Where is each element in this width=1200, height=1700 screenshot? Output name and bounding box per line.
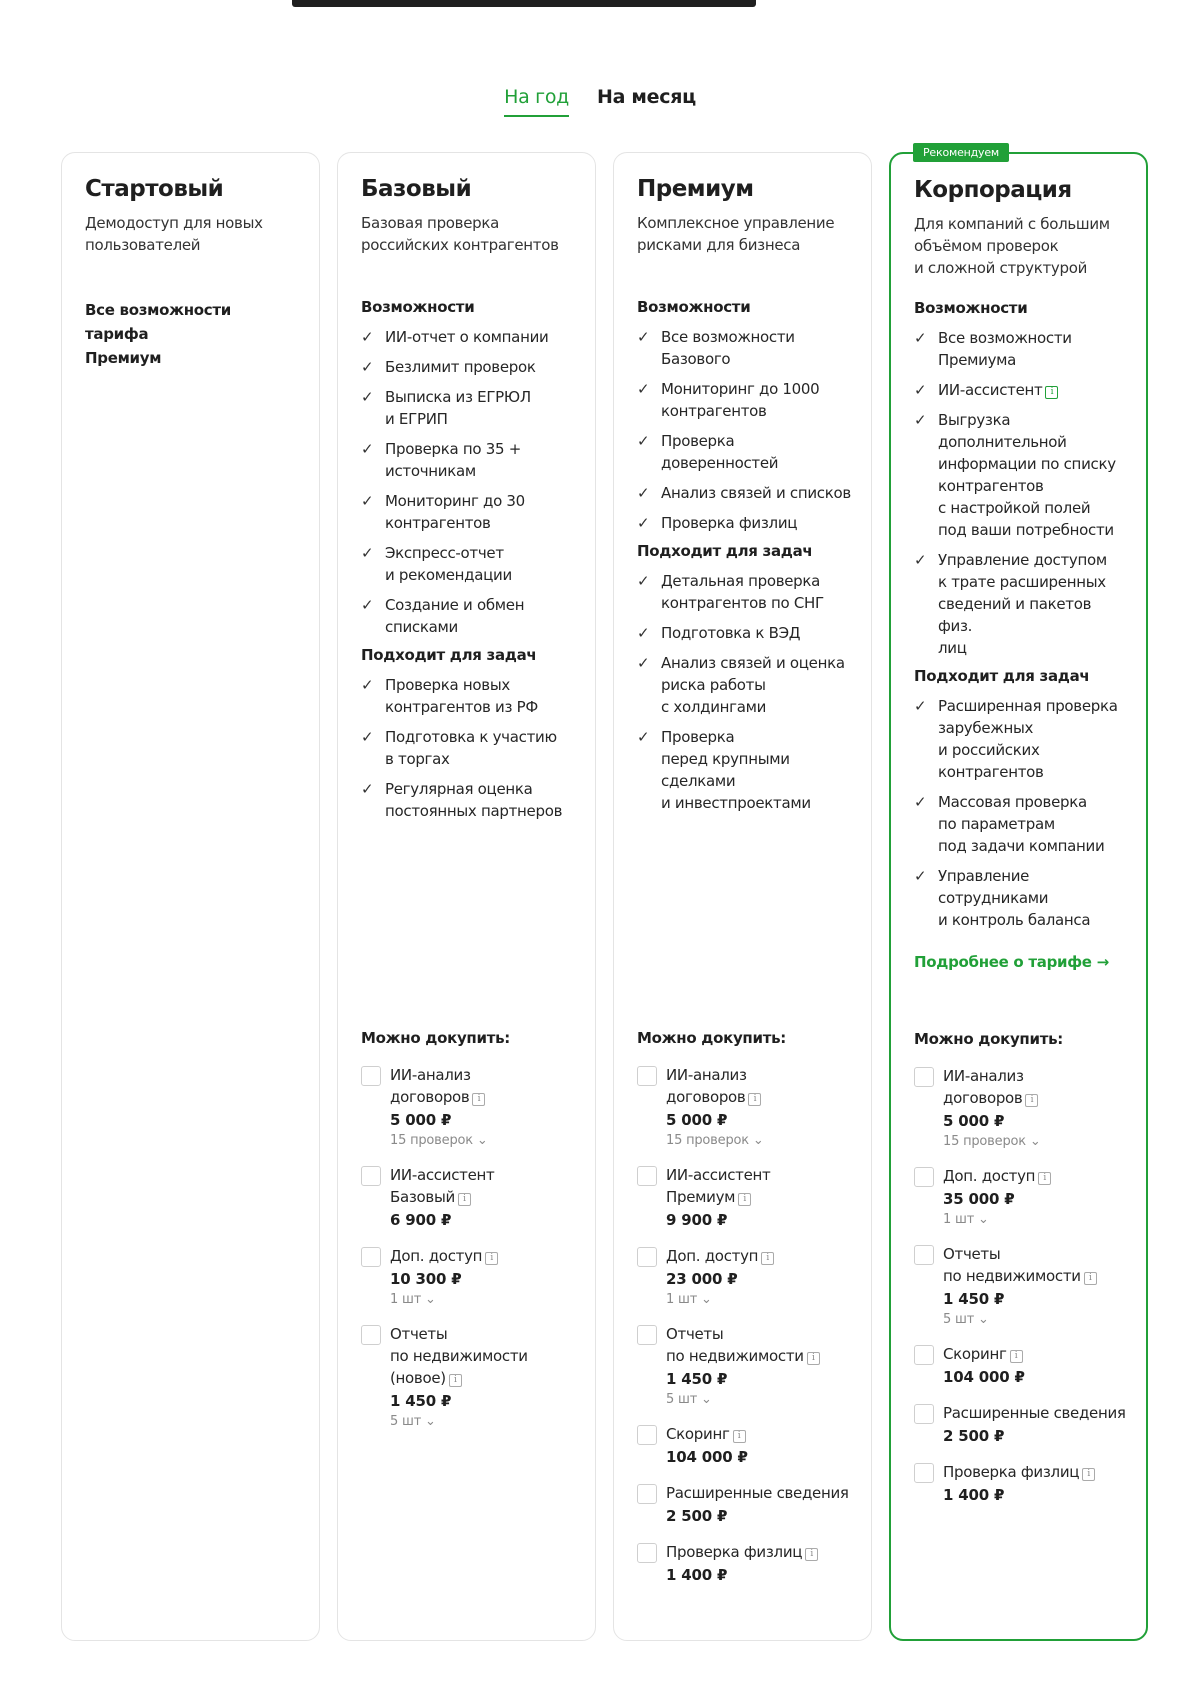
addon-item: Скоринг i 104 000 ₽ (914, 1343, 1126, 1386)
check-icon: ✓ (361, 780, 374, 798)
plan-card-corporate (889, 146, 1148, 1641)
addon-item: Отчеты по недвижимости i 1 450 ₽ 5 шт ⌄ (914, 1243, 1126, 1327)
feature-item: ✓ Проверка по 35 + источникам (361, 440, 521, 480)
info-icon[interactable]: i (1038, 1172, 1051, 1185)
info-icon[interactable]: i (805, 1548, 818, 1561)
feature-item: ✓ Все возможности Премиума (914, 329, 1072, 369)
info-icon[interactable]: i (1025, 1094, 1038, 1107)
addons-section (914, 1030, 1126, 1520)
addon-checkbox[interactable] (914, 1245, 934, 1265)
chevron-down-icon: ⌄ (1029, 1134, 1041, 1149)
features-title: Возможности (361, 298, 475, 316)
task-item: ✓ Проверка новых контрагентов из РФ (361, 676, 538, 716)
quantity-dropdown[interactable]: 15 проверок ⌄ (666, 1133, 764, 1148)
addons-title: Можно докупить: (637, 1029, 786, 1047)
addon-price: 1 450 ₽ (390, 1392, 452, 1410)
check-icon: ✓ (361, 596, 374, 614)
plan-card-basic (337, 152, 596, 1641)
addon-price: 104 000 ₽ (666, 1448, 748, 1466)
check-icon: ✓ (361, 328, 374, 346)
check-icon: ✓ (914, 793, 927, 811)
plan-title: Стартовый (85, 176, 224, 202)
check-icon: ✓ (914, 551, 927, 569)
check-icon: ✓ (637, 728, 650, 746)
addon-checkbox[interactable] (637, 1166, 657, 1186)
info-icon[interactable]: i (738, 1193, 751, 1206)
plan-details-link[interactable]: Подробнее о тарифе → (914, 953, 1109, 971)
quantity-dropdown[interactable]: 5 шт ⌄ (666, 1392, 712, 1407)
addon-price: 6 900 ₽ (390, 1211, 452, 1229)
info-icon[interactable]: i (458, 1193, 471, 1206)
check-icon: ✓ (637, 380, 650, 398)
addon-item: Расширенные сведения 2 500 ₽ (637, 1482, 851, 1525)
addons-section (361, 1029, 575, 1445)
task-item: ✓ Подготовка к ВЭД (637, 624, 801, 642)
quantity-dropdown[interactable]: 15 проверок ⌄ (943, 1134, 1041, 1149)
addon-item: ИИ-анализ договоров i 5 000 ₽ 15 проверок ⌄ (637, 1064, 851, 1148)
addon-checkbox[interactable] (914, 1067, 934, 1087)
addon-item: Доп. доступ i 10 300 ₽ 1 шт ⌄ (361, 1245, 575, 1307)
feature-item: ✓ Все возможности Базового (637, 328, 795, 368)
info-icon[interactable]: i (1084, 1272, 1097, 1285)
info-icon[interactable]: i (733, 1430, 746, 1443)
info-icon[interactable]: i (1045, 386, 1058, 399)
plan-card-premium (613, 152, 872, 1641)
chevron-down-icon: ⌄ (978, 1312, 989, 1327)
feature-item: ✓ Анализ связей и списков (637, 484, 851, 502)
addon-price: 2 500 ₽ (666, 1507, 728, 1525)
feature-item: ✓ Мониторинг до 1000 контрагентов (637, 380, 820, 420)
chevron-down-icon: ⌄ (978, 1212, 989, 1227)
check-icon: ✓ (914, 381, 927, 399)
plan-description: Базовая проверка российских контрагентов (361, 214, 559, 254)
feature-item: ✓ Выписка из ЕГРЮЛ и ЕГРИП (361, 388, 531, 428)
addon-price: 10 300 ₽ (390, 1270, 462, 1288)
addon-checkbox[interactable] (361, 1066, 381, 1086)
addon-price: 2 500 ₽ (943, 1427, 1005, 1445)
check-icon: ✓ (361, 388, 374, 406)
task-item: ✓ Подготовка к участию в торгах (361, 728, 557, 768)
check-icon: ✓ (637, 328, 650, 346)
check-icon: ✓ (914, 329, 927, 347)
check-icon: ✓ (637, 432, 650, 450)
feature-item: ✓ Мониторинг до 30 контрагентов (361, 492, 525, 532)
task-item: ✓ Управление сотрудниками и контроль баланса (914, 867, 1091, 929)
check-icon: ✓ (361, 676, 374, 694)
check-icon: ✓ (914, 411, 927, 429)
check-icon: ✓ (361, 358, 374, 376)
plan-note: Все возможности тарифа Премиум (85, 301, 231, 367)
check-icon: ✓ (637, 624, 650, 642)
feature-item: ✓ Управление доступом к трате расширенных сведений и пакетов физ. лиц (914, 551, 1107, 657)
feature-item: ✓ Создание и обмен списками (361, 596, 525, 636)
plan-card-start (61, 152, 320, 1641)
task-item: ✓ Регулярная оценка постоянных партнеров (361, 780, 563, 820)
task-item: ✓ Проверка перед крупными сделками и инвестпроектами (637, 728, 811, 812)
addon-checkbox[interactable] (361, 1325, 381, 1345)
tasks-title: Подходит для задач (361, 646, 537, 664)
feature-item: ✓ Экспресс-отчет и рекомендации (361, 544, 512, 584)
addon-checkbox[interactable] (637, 1425, 657, 1445)
recommended-badge: Рекомендуем (913, 143, 1009, 162)
addons-title: Можно докупить: (914, 1030, 1063, 1048)
plan-description: Для компаний с большим объёмом проверок и сложной структурой (914, 215, 1110, 277)
addon-checkbox[interactable] (361, 1247, 381, 1267)
addon-price: 23 000 ₽ (666, 1270, 738, 1288)
addon-price: 35 000 ₽ (943, 1190, 1015, 1208)
check-icon: ✓ (914, 697, 927, 715)
chevron-down-icon: ⌄ (752, 1133, 764, 1148)
quantity-dropdown[interactable]: 5 шт ⌄ (943, 1312, 989, 1327)
feature-item: ✓ Проверка физлиц (637, 514, 798, 532)
feature-item: ✓ Безлимит проверок (361, 358, 536, 376)
check-icon: ✓ (637, 572, 650, 590)
chevron-down-icon: ⌄ (701, 1292, 712, 1307)
plan-description: Демодоступ для новых пользователей (85, 214, 263, 254)
plan-description: Комплексное управление рисками для бизнеса (637, 214, 835, 254)
feature-item: ✓ ИИ-ассистент i (914, 379, 1126, 401)
info-icon[interactable]: i (761, 1252, 774, 1265)
quantity-dropdown[interactable]: 15 проверок ⌄ (390, 1133, 488, 1148)
task-item: ✓ Анализ связей и оценка риска работы с холдингами (637, 654, 845, 716)
features-title: Возможности (914, 299, 1028, 317)
quantity-dropdown[interactable]: 1 шт ⌄ (390, 1292, 436, 1307)
plan-title: Премиум (637, 176, 754, 202)
feature-item: ✓ ИИ-отчет о компании (361, 328, 549, 346)
chevron-down-icon: ⌄ (476, 1133, 488, 1148)
quantity-dropdown[interactable]: 1 шт ⌄ (943, 1212, 989, 1227)
info-icon[interactable]: i (1010, 1350, 1023, 1363)
addon-checkbox[interactable] (637, 1543, 657, 1563)
check-icon: ✓ (361, 728, 374, 746)
info-icon[interactable]: i (472, 1093, 485, 1106)
check-icon: ✓ (361, 492, 374, 510)
info-icon[interactable]: i (1082, 1468, 1095, 1481)
addon-price: 1 400 ₽ (666, 1566, 728, 1584)
tasks-title: Подходит для задач (914, 667, 1090, 685)
info-icon[interactable]: i (807, 1352, 820, 1365)
tasks-title: Подходит для задач (637, 542, 813, 560)
plan-title: Базовый (361, 176, 472, 202)
features-title: Возможности (637, 298, 751, 316)
check-icon: ✓ (637, 514, 650, 532)
addon-item: ИИ-ассистент Базовый i 6 900 ₽ (361, 1164, 575, 1229)
addon-price: 5 000 ₽ (666, 1111, 728, 1129)
addon-item: Проверка физлиц i 1 400 ₽ (637, 1541, 851, 1584)
check-icon: ✓ (637, 484, 650, 502)
addon-price: 5 000 ₽ (943, 1112, 1005, 1130)
addon-checkbox[interactable] (914, 1345, 934, 1365)
addon-item: Расширенные сведения 2 500 ₽ (914, 1402, 1126, 1445)
feature-item: ✓ Проверка доверенностей (637, 432, 779, 472)
feature-item: ✓ Выгрузка дополнительной информации по списку контрагентов с настройкой полей под ваши потребности (914, 411, 1116, 539)
addon-checkbox[interactable] (637, 1066, 657, 1086)
info-icon[interactable]: i (449, 1374, 462, 1387)
page-heading-fragment (606, 0, 756, 7)
addons-section (637, 1029, 851, 1600)
quantity-dropdown[interactable]: 1 шт ⌄ (666, 1292, 712, 1307)
addon-price: 1 450 ₽ (666, 1370, 728, 1388)
task-item: ✓ Расширенная проверка зарубежных и российских контрагентов (914, 697, 1118, 781)
addon-item: ИИ-анализ договоров i 5 000 ₽ 15 проверок ⌄ (914, 1065, 1126, 1149)
chevron-down-icon: ⌄ (425, 1292, 436, 1307)
task-item: ✓ Детальная проверка контрагентов по СНГ (637, 572, 824, 612)
addon-checkbox[interactable] (914, 1167, 934, 1187)
tab-year[interactable]: На год (504, 86, 569, 117)
plan-title: Корпорация (914, 177, 1072, 203)
addon-item: Отчеты по недвижимости (новое) i 1 450 ₽ 5 шт ⌄ (361, 1323, 575, 1429)
chevron-down-icon: ⌄ (425, 1414, 436, 1429)
quantity-dropdown[interactable]: 5 шт ⌄ (390, 1414, 436, 1429)
addon-item: Проверка физлиц i 1 400 ₽ (914, 1461, 1126, 1504)
addon-price: 1 450 ₽ (943, 1290, 1005, 1308)
addon-item: Доп. доступ i 35 000 ₽ 1 шт ⌄ (914, 1165, 1126, 1227)
info-icon[interactable]: i (485, 1252, 498, 1265)
addon-price: 1 400 ₽ (943, 1486, 1005, 1504)
check-icon: ✓ (914, 867, 927, 885)
addon-checkbox[interactable] (637, 1484, 657, 1504)
addon-price: 104 000 ₽ (943, 1368, 1025, 1386)
addon-checkbox[interactable] (637, 1325, 657, 1345)
task-item: ✓ Массовая проверка по параметрам под задачи компании (914, 793, 1105, 855)
tab-month[interactable]: На месяц (597, 86, 696, 108)
addon-checkbox[interactable] (361, 1166, 381, 1186)
info-icon[interactable]: i (748, 1093, 761, 1106)
addons-title: Можно докупить: (361, 1029, 510, 1047)
chevron-down-icon: ⌄ (701, 1392, 712, 1407)
addon-price: 9 900 ₽ (666, 1211, 728, 1229)
addon-item: Отчеты по недвижимости i 1 450 ₽ 5 шт ⌄ (637, 1323, 851, 1407)
check-icon: ✓ (361, 440, 374, 458)
check-icon: ✓ (637, 654, 650, 672)
addon-item: ИИ-анализ договоров i 5 000 ₽ 15 проверок ⌄ (361, 1064, 575, 1148)
addon-item: Скоринг i 104 000 ₽ (637, 1423, 851, 1466)
period-tabs (0, 86, 1200, 117)
check-icon: ✓ (361, 544, 374, 562)
addon-checkbox[interactable] (914, 1404, 934, 1424)
addon-checkbox[interactable] (914, 1463, 934, 1483)
addon-item: Доп. доступ i 23 000 ₽ 1 шт ⌄ (637, 1245, 851, 1307)
addon-item: ИИ-ассистент Премиум i 9 900 ₽ (637, 1164, 851, 1229)
addon-price: 5 000 ₽ (390, 1111, 452, 1129)
addon-checkbox[interactable] (637, 1247, 657, 1267)
